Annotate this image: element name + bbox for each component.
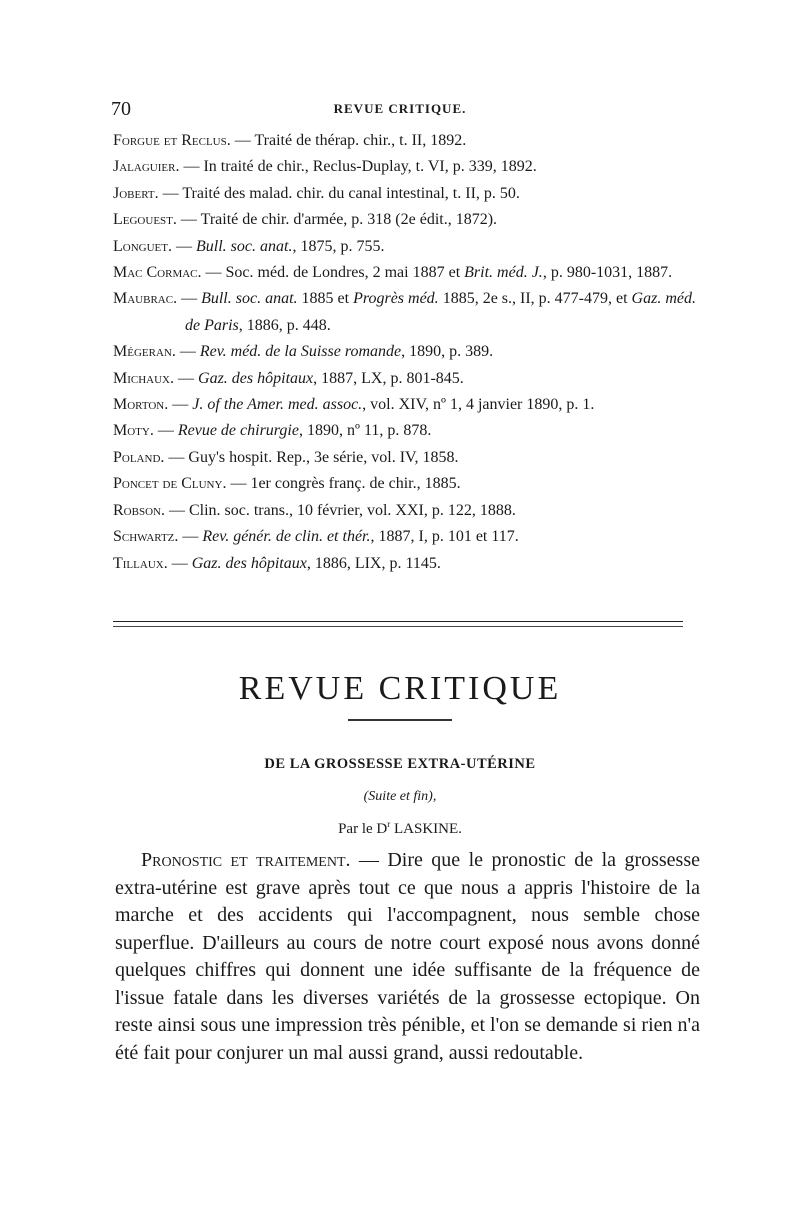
reference-item: Robson. — Clin. soc. trans., 10 février, vol. XXI, p. 122, 1888.	[113, 501, 516, 519]
reference-item: Legouest. — Traité de chir. d'armée, p. 318 (2e édit., 1872).	[113, 211, 498, 229]
reference-author: Robson.	[113, 501, 165, 519]
reference-item: Moty. — Revue de chirurgie, 1890, nº 11, p. 878.	[113, 422, 432, 440]
section-lead: Pronostic et traitement.	[141, 849, 351, 871]
byline: Par le $D^r$ LASKINE.	[338, 819, 462, 837]
reference-item: Maubrac. — Bull. soc. anat. 1885 et Progrès méd. 1885, 2e s., II, p. 477-479, et Gaz. méd. de Paris, 1886, p. 448.	[113, 290, 696, 334]
reference-item: Jobert. — Traité des malad. chir. du canal intestinal, t. II, p. 50.	[113, 184, 520, 202]
title-underline	[348, 719, 452, 721]
body-paragraph: Pronostic et traitement. — Dire que le pronostic de la grossesse extra-utérine est grave après tout ce que nous a appris l'histoire de la marche et des accidents qui l'accompagnent, nous semble chose superflue. D'ailleurs au cours de notre court exposé nous avons donné quelques chiffres qui donnent une idée suffisante de la fréquence de l'issue fatale dans les diverses variétés de la grossesse ectopique. On reste ainsi sous une impression très pénible, et l'on se demande si rien n'a été fait pour conjurer un mal aussi grand, aussi redoutable.	[115, 849, 700, 1064]
reference-author: Michaux.	[113, 369, 175, 387]
reference-item: Michaux. — Gaz. des hôpitaux, 1887, LX, p. 801-845.	[113, 369, 464, 387]
reference-author: Schwartz.	[113, 528, 179, 546]
reference-author: Mac Cormac.	[113, 264, 202, 282]
reference-author: Poland.	[113, 448, 165, 466]
reference-item: Mac Cormac. — Soc. méd. de Londres, 2 mai 1887 et Brit. méd. J., p. 980-1031, 1887.	[113, 264, 673, 282]
reference-item: Longuet. — Bull. soc. anat., 1875, p. 755.	[113, 237, 385, 255]
reference-author: Legouest.	[113, 211, 177, 229]
running-head: REVUE CRITIQUE.	[333, 101, 467, 116]
reference-item: Schwartz. — Rev. génér. de clin. et thér., 1887, I, p. 101 et 117.	[113, 528, 519, 546]
reference-item: Jalaguier. — In traité de chir., Reclus-Duplay, t. VI, p. 339, 1892.	[113, 158, 537, 176]
reference-author: Mégeran.	[113, 343, 176, 361]
reference-author: Maubrac.	[113, 290, 178, 308]
reference-author: Forgue et Reclus.	[113, 132, 231, 149]
reference-item: Morton. — J. of the Amer. med. assoc., vol. XIV, nº 1, 4 janvier 1890, p. 1.	[113, 396, 595, 414]
reference-author: Poncet de Cluny.	[113, 475, 227, 493]
reference-author: Morton.	[113, 396, 169, 414]
article-title: REVUE CRITIQUE	[238, 670, 562, 707]
reference-author: Moty.	[113, 422, 154, 440]
page-number: 70	[111, 98, 131, 120]
reference-item: Poncet de Cluny. — 1er congrès franç. de chir., 1885.	[113, 475, 461, 493]
reference-author: Longuet.	[113, 237, 172, 255]
continuation-note: (Suite et fin),	[363, 789, 437, 804]
reference-item: Poland. — Guy's hospit. Rep., 3e série, vol. IV, 1858.	[113, 448, 459, 466]
reference-author: Jalaguier.	[113, 158, 180, 176]
reference-author: Jobert.	[113, 184, 159, 202]
reference-item: Mégeran. — Rev. méd. de la Suisse romande, 1890, p. 389.	[113, 343, 494, 361]
reference-item: Forgue et Reclus. — Traité de thérap. chir., t. II, 1892.	[113, 132, 467, 149]
article-subtitle: DE LA GROSSESSE EXTRA-UTÉRINE	[264, 756, 536, 772]
reference-list	[113, 128, 698, 577]
section-divider	[113, 621, 683, 627]
reference-author: Tillaux.	[113, 554, 168, 572]
reference-item: Tillaux. — Gaz. des hôpitaux, 1886, LIX, p. 1145.	[113, 554, 441, 572]
